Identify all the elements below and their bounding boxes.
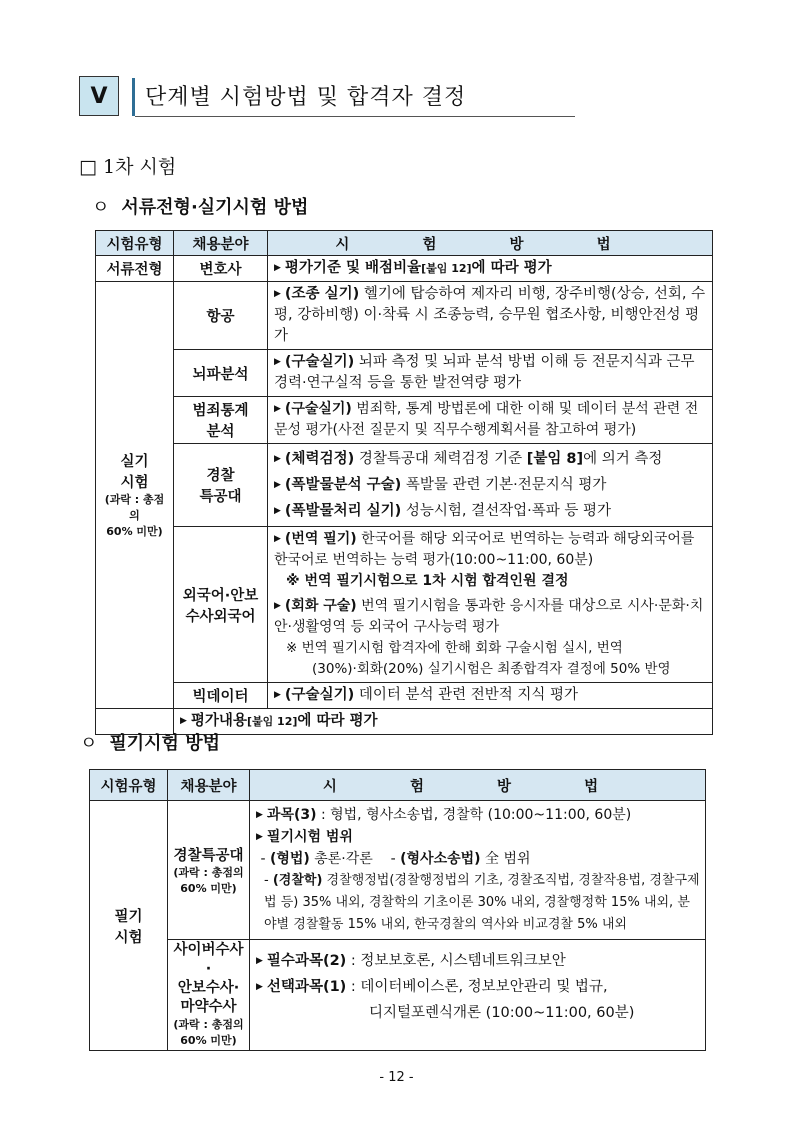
method-cell [268,444,713,527]
method-cell [250,940,706,1051]
triangle-right-icon: ▶ [274,534,281,544]
triangle-right-icon: ▶ [274,601,281,611]
note-text: ※ 번역 필기시험 합격자에 한해 회화 구술시험 실시, 번역 [286,640,623,656]
triangle-right-icon: ▶ [274,454,281,464]
list-item: 디지털포렌식개론 (10:00~11:00, 60분) [369,1005,635,1021]
triangle-right-icon: ▶ [256,810,263,820]
col-header-type: 시험유형 [96,231,174,256]
method-cell: ▶ 평가기준 및 배점비율[붙임 12]에 따라 평가 [268,256,713,282]
page-number: - 12 - [379,1070,414,1085]
method-cell: ▶ (조종 실기) 헬기에 탑승하여 제자리 비행, 장주비행(상승, 선회, 수평, 강하비행) 이·착륙 시 조종능력, 승무원 협조사항, 비행안전성 평가 [268,282,713,350]
field-cell: 범죄통계 분석 [174,397,268,444]
table-row [96,444,713,527]
list-item: ▶ 선택과목(1) : 데이터베이스론, 정보보안관리 및 법규, [256,979,608,995]
circle-bullet-icon: ㅇ [92,197,110,218]
table-row [96,282,713,350]
type-cell: 실기 시험 (과락 : 총점의 60% 미만) [96,282,174,709]
triangle-right-icon: ▶ [274,506,281,516]
section-divider-bar [132,78,135,116]
table-header-row [90,770,706,801]
triangle-right-icon: ▶ [180,716,187,726]
triangle-right-icon: ▶ [256,832,263,842]
triangle-right-icon: ▶ [274,263,281,273]
section-underline [135,116,575,117]
col-header-field: 채용분야 [174,231,268,256]
table-row [96,256,713,282]
method-cell: ▶ (구술실기) 데이터 분석 관련 전반적 지식 평가 [268,683,713,709]
field-cell: 외국어·안보 수사외국어 [174,527,268,683]
list-item: ▶ 필수과목(2) : 정보보호론, 시스템네트워크보안 [256,953,566,969]
list-item: ▶ (체력검정) 경찰특공대 체력검정 기준 [붙임 8]에 의거 측정 [274,451,663,467]
col-header-method: 시 험 방 법 [268,231,713,256]
field-cell: 경찰특공대 (과락 : 총점의 60% 미만) [168,801,250,940]
field-cell: 사이버수사· 안보수사· 마약수사 (과락 : 총점의 60% 미만) [168,940,250,1051]
type-cell: 필기 시험 [90,801,168,1051]
method-cell: ▶ (구술실기) 뇌파 측정 및 뇌파 분석 방법 이해 등 전문지식과 근무경력·연구실적 등을 통한 발전역량 평가 [268,350,713,397]
table2-heading-text: 필기시험 방법 [109,733,220,754]
method-cell [268,527,713,683]
field-cell: 항공 [174,282,268,350]
table-row [90,801,706,940]
list-item: ▶ 과목(3) : 형법, 형사소송법, 경찰학 (10:00~11:00, 60분) [256,807,632,823]
field-cell: 변호사 [174,256,268,282]
triangle-right-icon: ▶ [274,480,281,490]
method-cell [250,801,706,940]
triangle-right-icon: ▶ [274,357,281,367]
subsection-heading [79,152,176,179]
col-header-method: 시 험 방 법 [250,770,706,801]
table-row [90,940,706,1051]
note-text: (30%)·회화(20%) 실기시험은 최종합격자 결정에 50% 반영 [312,661,671,677]
table-row [96,397,713,444]
table-row [96,350,713,397]
method-cell: ▶ 평가내용[붙임 12]에 따라 평가 [174,709,713,735]
section-title: 단계별 시험방법 및 합격자 결정 [145,85,467,110]
col-header-type: 시험유형 [90,770,168,801]
field-cell: 경찰 특공대 [174,444,268,527]
subsection-title: 1차 시험 [103,156,177,178]
triangle-right-icon: ▶ [256,982,263,992]
table1-heading-text: 서류전형·실기시험 방법 [121,197,309,218]
list-item: - (형법) 총론·각론 - (형사소송법) 全 범위 [256,851,531,867]
field-cell: 뇌파분석 [174,350,268,397]
triangle-right-icon: ▶ [256,956,263,966]
list-item: ▶ (폭발물분석 구술) 폭발물 관련 기본·전문지식 평가 [274,477,607,493]
practical-exam-table [95,230,713,735]
triangle-right-icon: ▶ [274,690,281,700]
triangle-right-icon: ▶ [274,289,281,299]
col-header-field: 채용분야 [168,770,250,801]
triangle-right-icon: ▶ [274,404,281,414]
section-number-box: V [79,76,119,116]
field-cell: 빅데이터 [174,683,268,709]
section-header [79,76,509,118]
table1-heading [92,193,308,219]
list-item: ▶ (폭발물처리 실기) 성능시험, 결선작업·폭파 등 평가 [274,503,612,519]
table-header-row [96,231,713,256]
note-text: ※ 번역 필기시험으로 1차 시험 합격인원 결정 [286,573,569,589]
list-item: - (경찰학) 경찰행정법(경찰행정법의 기초, 경찰조직법, 경찰작용법, 경찰구제법 등) 35% 내외, 경찰학의 기초이론 30% 내외, 경찰행정학 15% 내외, 분야별 경찰활동 15% 내외, 한국경찰의 역사와 비교경찰 5% 내외 [264,873,700,932]
written-exam-table [89,769,706,1051]
square-bullet-icon: □ [79,156,97,178]
table-row [96,527,713,683]
list-item: ▶ (회화 구술) 번역 필기시험을 통과한 응시자를 대상으로 시사·문화·치안·생활영역 등 외국어 구사능력 평가 [274,598,704,635]
circle-bullet-icon: ㅇ [80,733,98,754]
table-row [96,683,713,709]
table2-heading [80,729,220,755]
method-cell: ▶ (구술실기) 범죄학, 통계 방법론에 대한 이해 및 데이터 분석 관련 전문성 평가(사전 질문지 및 직무수행계획서를 참고하여 평가) [268,397,713,444]
type-cell: 서류전형 [96,256,174,282]
list-item: ▶ 필기시험 범위 [256,829,353,845]
list-item: ▶ (번역 필기) 한국어를 해당 외국어로 번역하는 능력과 해당외국어를 한국어로 번역하는 능력 평가(10:00~11:00, 60분) [274,531,695,568]
